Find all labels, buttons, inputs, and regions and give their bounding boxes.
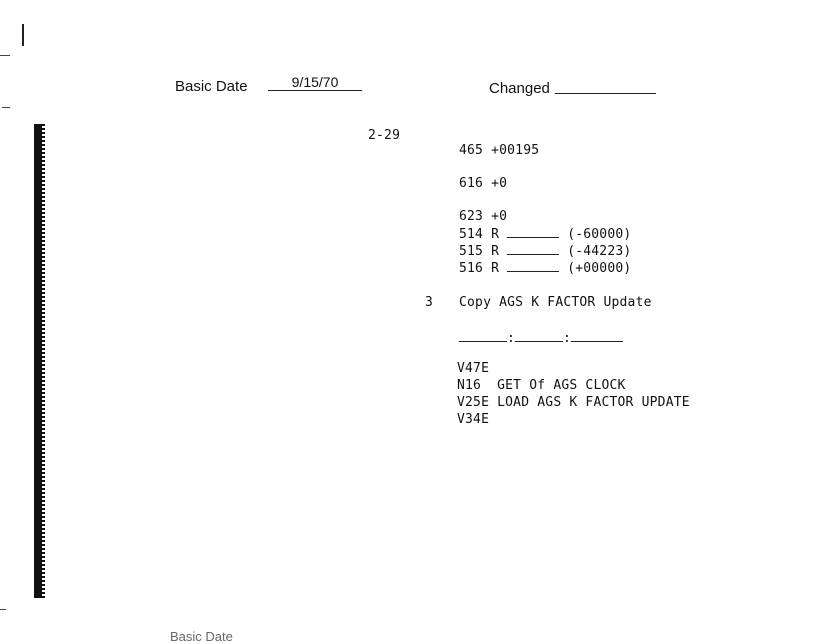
time-entry-blanks (459, 329, 623, 347)
r-line-prefix: 514 R (459, 227, 500, 242)
r-line-514 (459, 225, 631, 243)
fill-in-blank[interactable] (507, 259, 559, 272)
step-title: Copy AGS K FACTOR Update (459, 295, 652, 310)
hours-blank[interactable] (459, 329, 507, 342)
basic-date-label: Basic Date (175, 78, 248, 95)
page-edge-mark (22, 24, 24, 46)
time-separator: : (563, 331, 572, 346)
r-line-value: (-44223) (567, 244, 632, 259)
time-separator: : (507, 331, 516, 346)
r-line-prefix: 516 R (459, 261, 500, 276)
command-line: V47E (457, 361, 490, 376)
step-number: 3 (425, 295, 434, 310)
minutes-blank[interactable] (515, 329, 563, 342)
r-line-516 (459, 259, 631, 277)
command-line: V25E LOAD AGS K FACTOR UPDATE (457, 395, 690, 410)
fill-in-blank[interactable] (507, 225, 559, 238)
fill-in-blank[interactable] (507, 242, 559, 255)
register-line-623: 623 +0 (459, 209, 508, 224)
footer-basic-date-partial: Basic Date (170, 629, 233, 644)
basic-date-value: 9/15/70 (268, 74, 362, 91)
r-line-515 (459, 242, 631, 260)
seconds-blank[interactable] (571, 329, 623, 342)
command-line: N16 GET Of AGS CLOCK (457, 378, 626, 393)
r-line-prefix: 515 R (459, 244, 500, 259)
page-edge-tick (0, 55, 10, 56)
r-line-value: (+00000) (567, 261, 632, 276)
register-line-465: 465 +00195 (459, 143, 540, 158)
changed-label: Changed (489, 80, 550, 97)
register-line-616: 616 +0 (459, 176, 508, 191)
page-edge-tick (0, 609, 6, 610)
page-reference: 2-29 (368, 128, 401, 143)
page-edge-tick (2, 107, 10, 108)
command-line: V34E (457, 412, 490, 427)
r-line-value: (-60000) (567, 227, 632, 242)
changed-blank-line (555, 93, 656, 94)
binding-strip (34, 124, 45, 598)
